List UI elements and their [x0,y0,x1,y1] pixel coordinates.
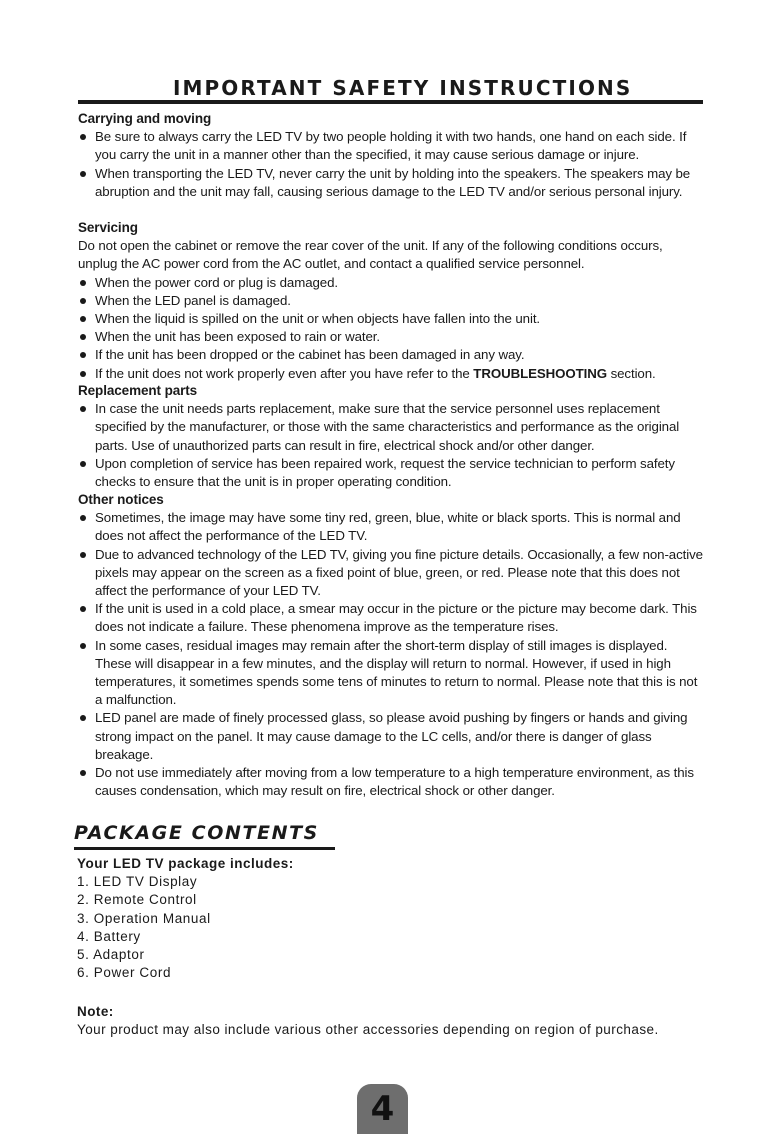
note-text: Your product may also include various other accessories depending on region of purchase. [77,1022,659,1038]
package-item: 1. LED TV Display [77,874,198,890]
list-item: Due to advanced technology of the LED TV, giving you fine picture details. Occasionally, a few non-active pixels may appear on the screen as a fixed point of blue, green, or red. Please note that this does not affect the performance of your LED TV. [78,546,703,601]
list-item: When the LED panel is damaged. [78,292,703,310]
package-item: 3. Operation Manual [77,910,211,926]
bullet-list [78,274,703,383]
list-item-text: If the unit does not work properly even after you have refer to the [95,365,474,381]
list-item: LED panel are made of finely processed glass, so please avoid pushing by fingers or hands and giving strong impact on the panel. It may cause damage to the LC cells, and/or there is danger of glass breakage. [78,709,703,764]
section-heading-carrying: Carrying and moving [78,111,212,126]
section-servicing [78,219,703,383]
list-item: If the unit is used in a cold place, a smear may occur in the picture or the picture may become dark. This does not indicate a failure. These phenomena improve as the temperature rises. [78,600,703,636]
package-list [77,873,477,982]
troubleshooting-reference: TROUBLESHOOTING [473,365,607,381]
list-item: Sometimes, the image may have some tiny red, green, blue, white or black sports. This is normal and does not affect the performance of the LED TV. [78,509,703,545]
bullet-list [78,128,703,201]
list-item: Upon completion of service has been repaired work, request the service technician to perform safety checks to ensure that the unit is in proper operating condition. [78,455,703,491]
package-item: 2. Remote Control [77,892,197,908]
package-subheading: Your LED TV package includes: [77,856,294,871]
servicing-intro: Do not open the cabinet or remove the rear cover of the unit. If any of the following conditions occurs, unplug the AC power cord from the AC outlet, and contact a qualified service personnel. [78,238,663,272]
note-heading: Note: [77,1004,114,1019]
section-other-notices [78,491,703,800]
bullet-list [78,400,703,491]
section-replacement [78,382,703,491]
section-heading-replacement: Replacement parts [78,383,198,398]
package-item: 6. Power Cord [77,965,172,981]
list-item: In case the unit needs parts replacement, make sure that the service personnel uses replacement specified by the manufacturer, or those with the same characteristics and performance as the original parts. Use of unauthorized parts can result in fire, electrical shock and/or other danger. [78,400,703,455]
package-item: 4. Battery [77,928,141,944]
package-title-underline [74,847,335,850]
list-item: In some cases, residual images may remain after the short-term display of still images is displayed. These will disappear in a few minutes, and the display will return to normal. However, if used in high temperatures, it sometimes spends some tens of minutes to return to normal. Please note that this is not a malfunction. [78,637,703,710]
title-underline [78,100,703,104]
section-carrying [78,110,703,201]
list-item: If the unit has been dropped or the cabinet has been damaged in any way. [78,346,703,364]
section-heading-other: Other notices [78,492,164,507]
list-item [78,365,703,383]
bullet-list [78,509,703,800]
list-item: Be sure to always carry the LED TV by two people holding it with two hands, one hand on each side. If you carry the unit in a manner other than the specified, it may cause serious damage or injure. [78,128,703,164]
package-item: 5. Adaptor [77,947,145,963]
note [77,1003,702,1039]
list-item: When the unit has been exposed to rain or water. [78,328,703,346]
list-item: When the power cord or plug is damaged. [78,274,703,292]
package-contents-title: PACKAGE CONTENTS [74,822,319,844]
list-item: Do not use immediately after moving from a low temperature to a high temperature environment, as this causes condensation, which may result on fire, electrical shock or other danger. [78,764,703,800]
list-item: When the liquid is spilled on the unit or when objects have fallen into the unit. [78,310,703,328]
section-heading-servicing: Servicing [78,220,138,235]
package-contents [77,855,477,982]
list-item: When transporting the LED TV, never carry the unit by holding into the speakers. The speakers may be abruption and the unit may fall, causing serious damage to the LED TV and/or serious personal injury. [78,165,703,201]
page-number: 4 [357,1084,408,1134]
page-title: IMPORTANT SAFETY INSTRUCTIONS [173,76,633,100]
list-item-text: section. [606,365,656,381]
